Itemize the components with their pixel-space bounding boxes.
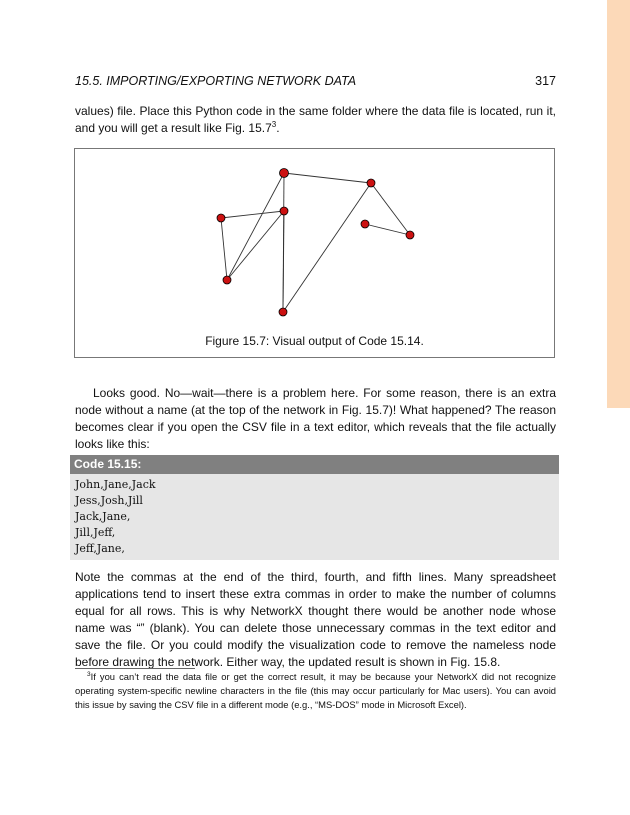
- intro-text-end: .: [276, 121, 280, 135]
- edge-jill-jeff: [283, 183, 371, 312]
- edge-jeff-unnamed: [283, 173, 284, 312]
- footnote-mark: 3: [87, 670, 91, 678]
- running-head: [75, 74, 556, 92]
- page-number: 317: [535, 74, 556, 88]
- code-block: [70, 474, 559, 560]
- figure-15-7: [74, 148, 555, 358]
- footnote: [75, 670, 556, 712]
- intro-text: values) file. Place this Python code in the same folder where the data file is located, run it, and you will get a result like Fig. 15.7: [75, 104, 556, 135]
- code-line: John,Jane,Jack: [75, 478, 156, 491]
- edge-jill-unnamed: [284, 173, 371, 183]
- network-graph: [75, 149, 556, 329]
- node-john: [217, 214, 225, 222]
- node-jess: [406, 231, 414, 239]
- node-jeff: [279, 308, 287, 316]
- edge-john-jane: [221, 211, 284, 218]
- footnote-reference[interactable]: 3: [271, 120, 277, 129]
- node-josh: [361, 220, 369, 228]
- node-jill: [367, 179, 375, 187]
- code-line: Jeff,Jane,: [75, 542, 125, 555]
- edge-jack-unnamed: [227, 173, 284, 280]
- code-line: Jill,Jeff,: [75, 526, 116, 539]
- code-line: Jess,Josh,Jill: [75, 494, 143, 507]
- edge-john-jack: [221, 218, 227, 280]
- code-block-title: Code 15.15:: [70, 455, 559, 474]
- footnote-divider: [75, 668, 195, 669]
- code-line: Jack,Jane,: [75, 510, 131, 523]
- node-jane: [280, 207, 288, 215]
- chapter-side-tab: [607, 0, 630, 408]
- section-title: 15.5. IMPORTING/EXPORTING NETWORK DATA: [75, 74, 357, 88]
- body-paragraph: Looks good. No—wait—there is a problem here. For some reason, there is an extra node without a name (at the top of the network in Fig. 15.7)! What happened? The reason becomes clear if you open the CSV file in a text editor, which reveals that the file actually looks like this:: [75, 386, 556, 451]
- intro-paragraph: [75, 103, 556, 137]
- footnote-text: If you can’t read the data file or get the correct result, it may be because your NetworkX did not recognize operating system-specific newline characters in the file (this may occur particularly for Mac users). You can avoid this issue by saving the CSV file in a different mode (e.g., “MS-DOS” mode in Microsoft Excel).: [75, 671, 556, 710]
- note-paragraph: Note the commas at the end of the third, fourth, and fifth lines. Many spreadsheet applications tend to insert these extra commas in order to make the number of columns equal for all rows. This is why NetworkX thought there would be another node whose name was “” (blank). You can delete those unnecessary commas in the text editor and save the file. Or you could modify the visualization code to remove the nameless node before drawing the network. Either way, the updated result is shown in Fig. 15.8.: [75, 570, 556, 669]
- edge-jack-jane: [227, 211, 284, 280]
- node-unnamed: [280, 169, 289, 178]
- figure-caption: Figure 15.7: Visual output of Code 15.14.: [205, 334, 424, 348]
- node-jack: [223, 276, 231, 284]
